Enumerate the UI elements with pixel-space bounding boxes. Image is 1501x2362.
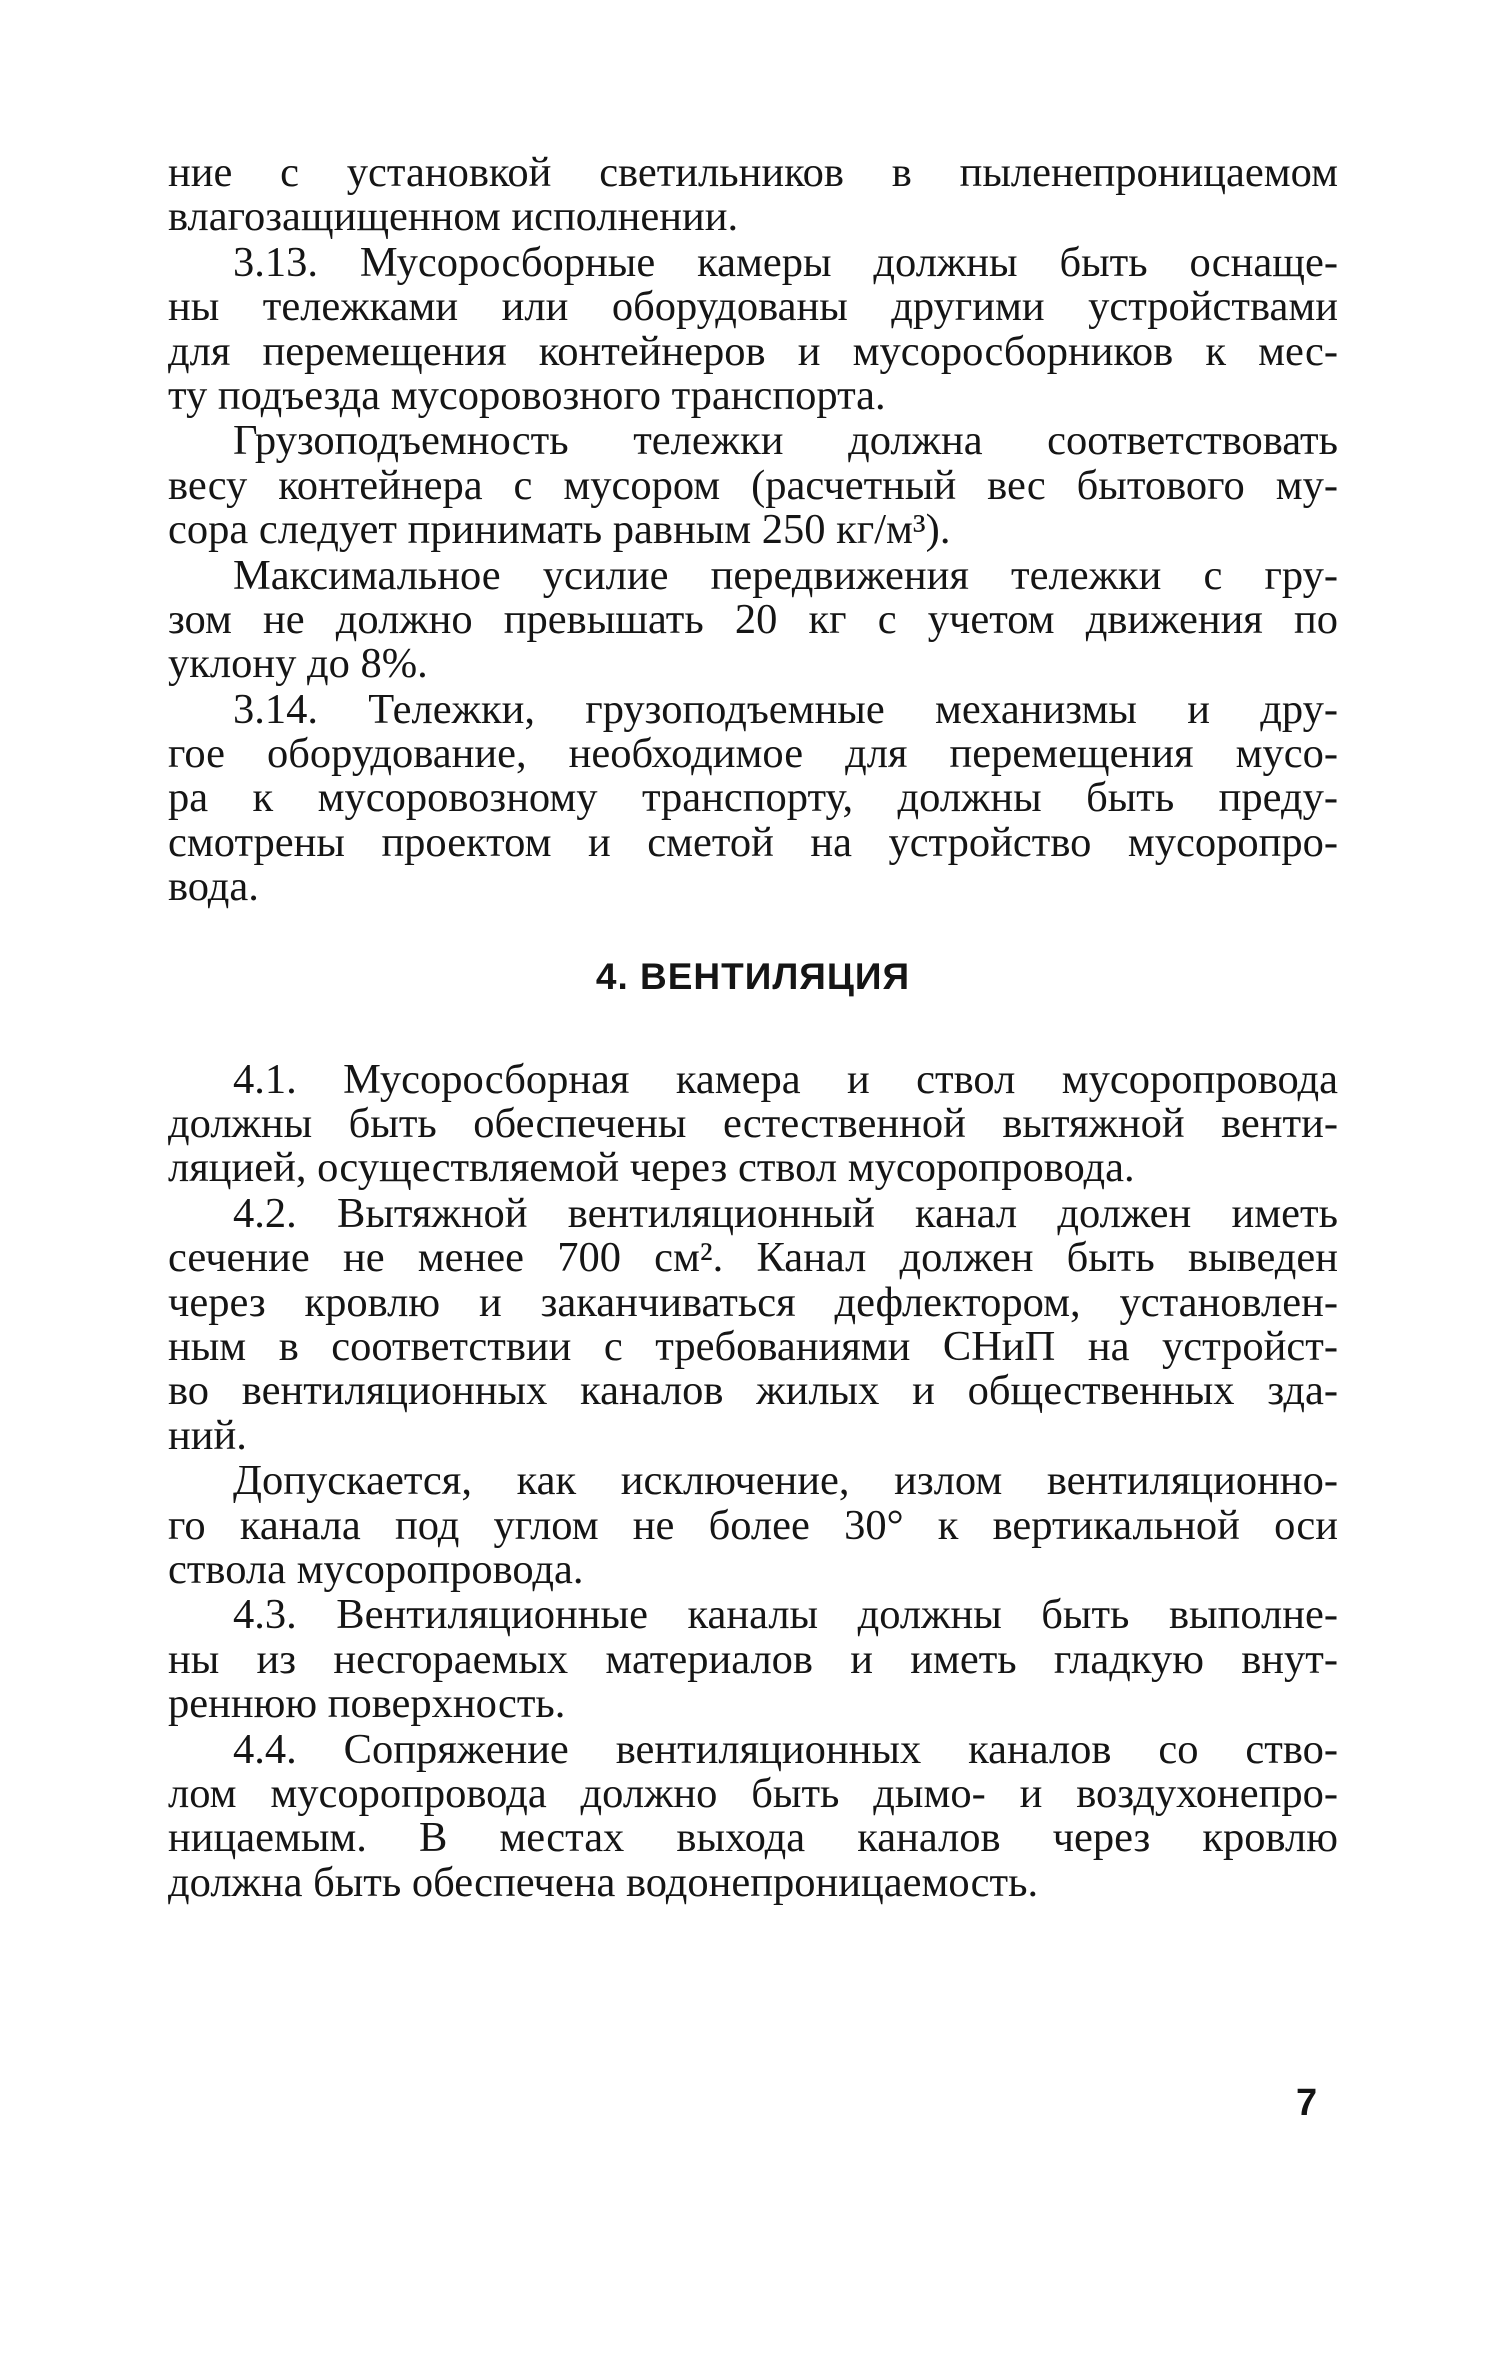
text-line: Максимальное усилие передвижения тележки с гру- bbox=[233, 551, 1338, 599]
text-line: вода. bbox=[168, 863, 259, 911]
section-heading: 4. ВЕНТИЛЯЦИЯ bbox=[595, 955, 911, 997]
text-line: ра к мусоровозному транспорту, должны быть преду- bbox=[168, 774, 1338, 822]
paragraph-exception bbox=[168, 1459, 1338, 1592]
paragraph-continuation bbox=[168, 151, 1338, 240]
text-line: уклону до 8%. bbox=[168, 640, 428, 688]
paragraph-4-2 bbox=[168, 1189, 1338, 1459]
text-line: го канала под углом не более 30° к вертикальной оси bbox=[168, 1501, 1338, 1549]
section-heading-block bbox=[168, 910, 1338, 1058]
page-number: 7 bbox=[1296, 2082, 1318, 2124]
text-line: сора следует принимать равным 250 кг/м³). bbox=[168, 506, 951, 554]
text-line: 4.4. Сопряжение вентиляционных каналов со ство- bbox=[233, 1725, 1338, 1773]
text-line: ным в соответствии с требованиями СНиП на устройст- bbox=[168, 1322, 1338, 1370]
text-line: смотрены проектом и сметой на устройство мусоропро- bbox=[168, 818, 1338, 866]
paragraph-max-force bbox=[168, 551, 1338, 688]
text-line: 3.13. Мусоросборные камеры должны быть оснаще- bbox=[233, 238, 1338, 286]
text-line: через кровлю и заканчиваться дефлектором, установлен- bbox=[168, 1278, 1338, 1326]
text-line: ние с установкой светильников в пыленепроницаемом bbox=[168, 149, 1338, 196]
paragraph-load-capacity bbox=[168, 419, 1338, 552]
text-line: сечение не менее 700 см². Канал должен быть выведен bbox=[168, 1234, 1338, 1282]
text-line: должны быть обеспечены естественной вытяжной венти- bbox=[168, 1100, 1338, 1148]
page-body bbox=[168, 150, 1338, 1905]
text-line: лом мусоропровода должно быть дымо- и воздухонепро- bbox=[168, 1769, 1338, 1817]
text-line: Грузоподъемность тележки должна соответствовать bbox=[233, 417, 1338, 465]
text-line: ны тележками или оборудованы другими устройствами bbox=[168, 283, 1338, 331]
text-line: ницаемым. В местах выхода каналов через кровлю bbox=[168, 1814, 1338, 1862]
text-line: влагозащищенном исполнении. bbox=[168, 193, 739, 241]
text-line: весу контейнера с мусором (расчетный вес бытового му- bbox=[168, 461, 1338, 509]
text-line: гое оборудование, необходимое для перемещения мусо- bbox=[168, 730, 1338, 778]
text-line: ляцией, осуществляемой через ствол мусоропровода. bbox=[168, 1144, 1135, 1192]
text-line: для перемещения контейнеров и мусоросборников к мес- bbox=[168, 327, 1338, 375]
paragraph-4-1 bbox=[168, 1055, 1338, 1192]
text-line: ту подъезда мусоровозного транспорта. bbox=[168, 371, 886, 419]
text-line: Допускается, как исключение, излом вентиляционно- bbox=[233, 1457, 1338, 1505]
text-line: 4.1. Мусоросборная камера и ствол мусоропровода bbox=[233, 1055, 1338, 1103]
text-line: 4.3. Вентиляционные каналы должны быть выполне- bbox=[233, 1591, 1338, 1639]
paragraph-3-14 bbox=[168, 685, 1338, 911]
paragraph-3-13 bbox=[168, 238, 1338, 419]
text-line: должна быть обеспечена водонепроницаемость. bbox=[168, 1858, 1039, 1906]
paragraph-4-3 bbox=[168, 1593, 1338, 1726]
text-line: реннюю поверхность. bbox=[168, 1680, 566, 1728]
text-line: зом не должно превышать 20 кг с учетом движения по bbox=[168, 595, 1338, 643]
text-line: 3.14. Тележки, грузоподъемные механизмы и дру- bbox=[233, 685, 1338, 733]
text-line: ны из несгораемых материалов и иметь гладкую внут- bbox=[168, 1635, 1338, 1683]
paragraph-4-4 bbox=[168, 1725, 1338, 1906]
text-line: ний. bbox=[168, 1411, 247, 1459]
text-line: 4.2. Вытяжной вентиляционный канал должен иметь bbox=[233, 1189, 1338, 1237]
text-line: ствола мусоропровода. bbox=[168, 1545, 584, 1593]
text-line: во вентиляционных каналов жилых и общественных зда- bbox=[168, 1367, 1338, 1415]
